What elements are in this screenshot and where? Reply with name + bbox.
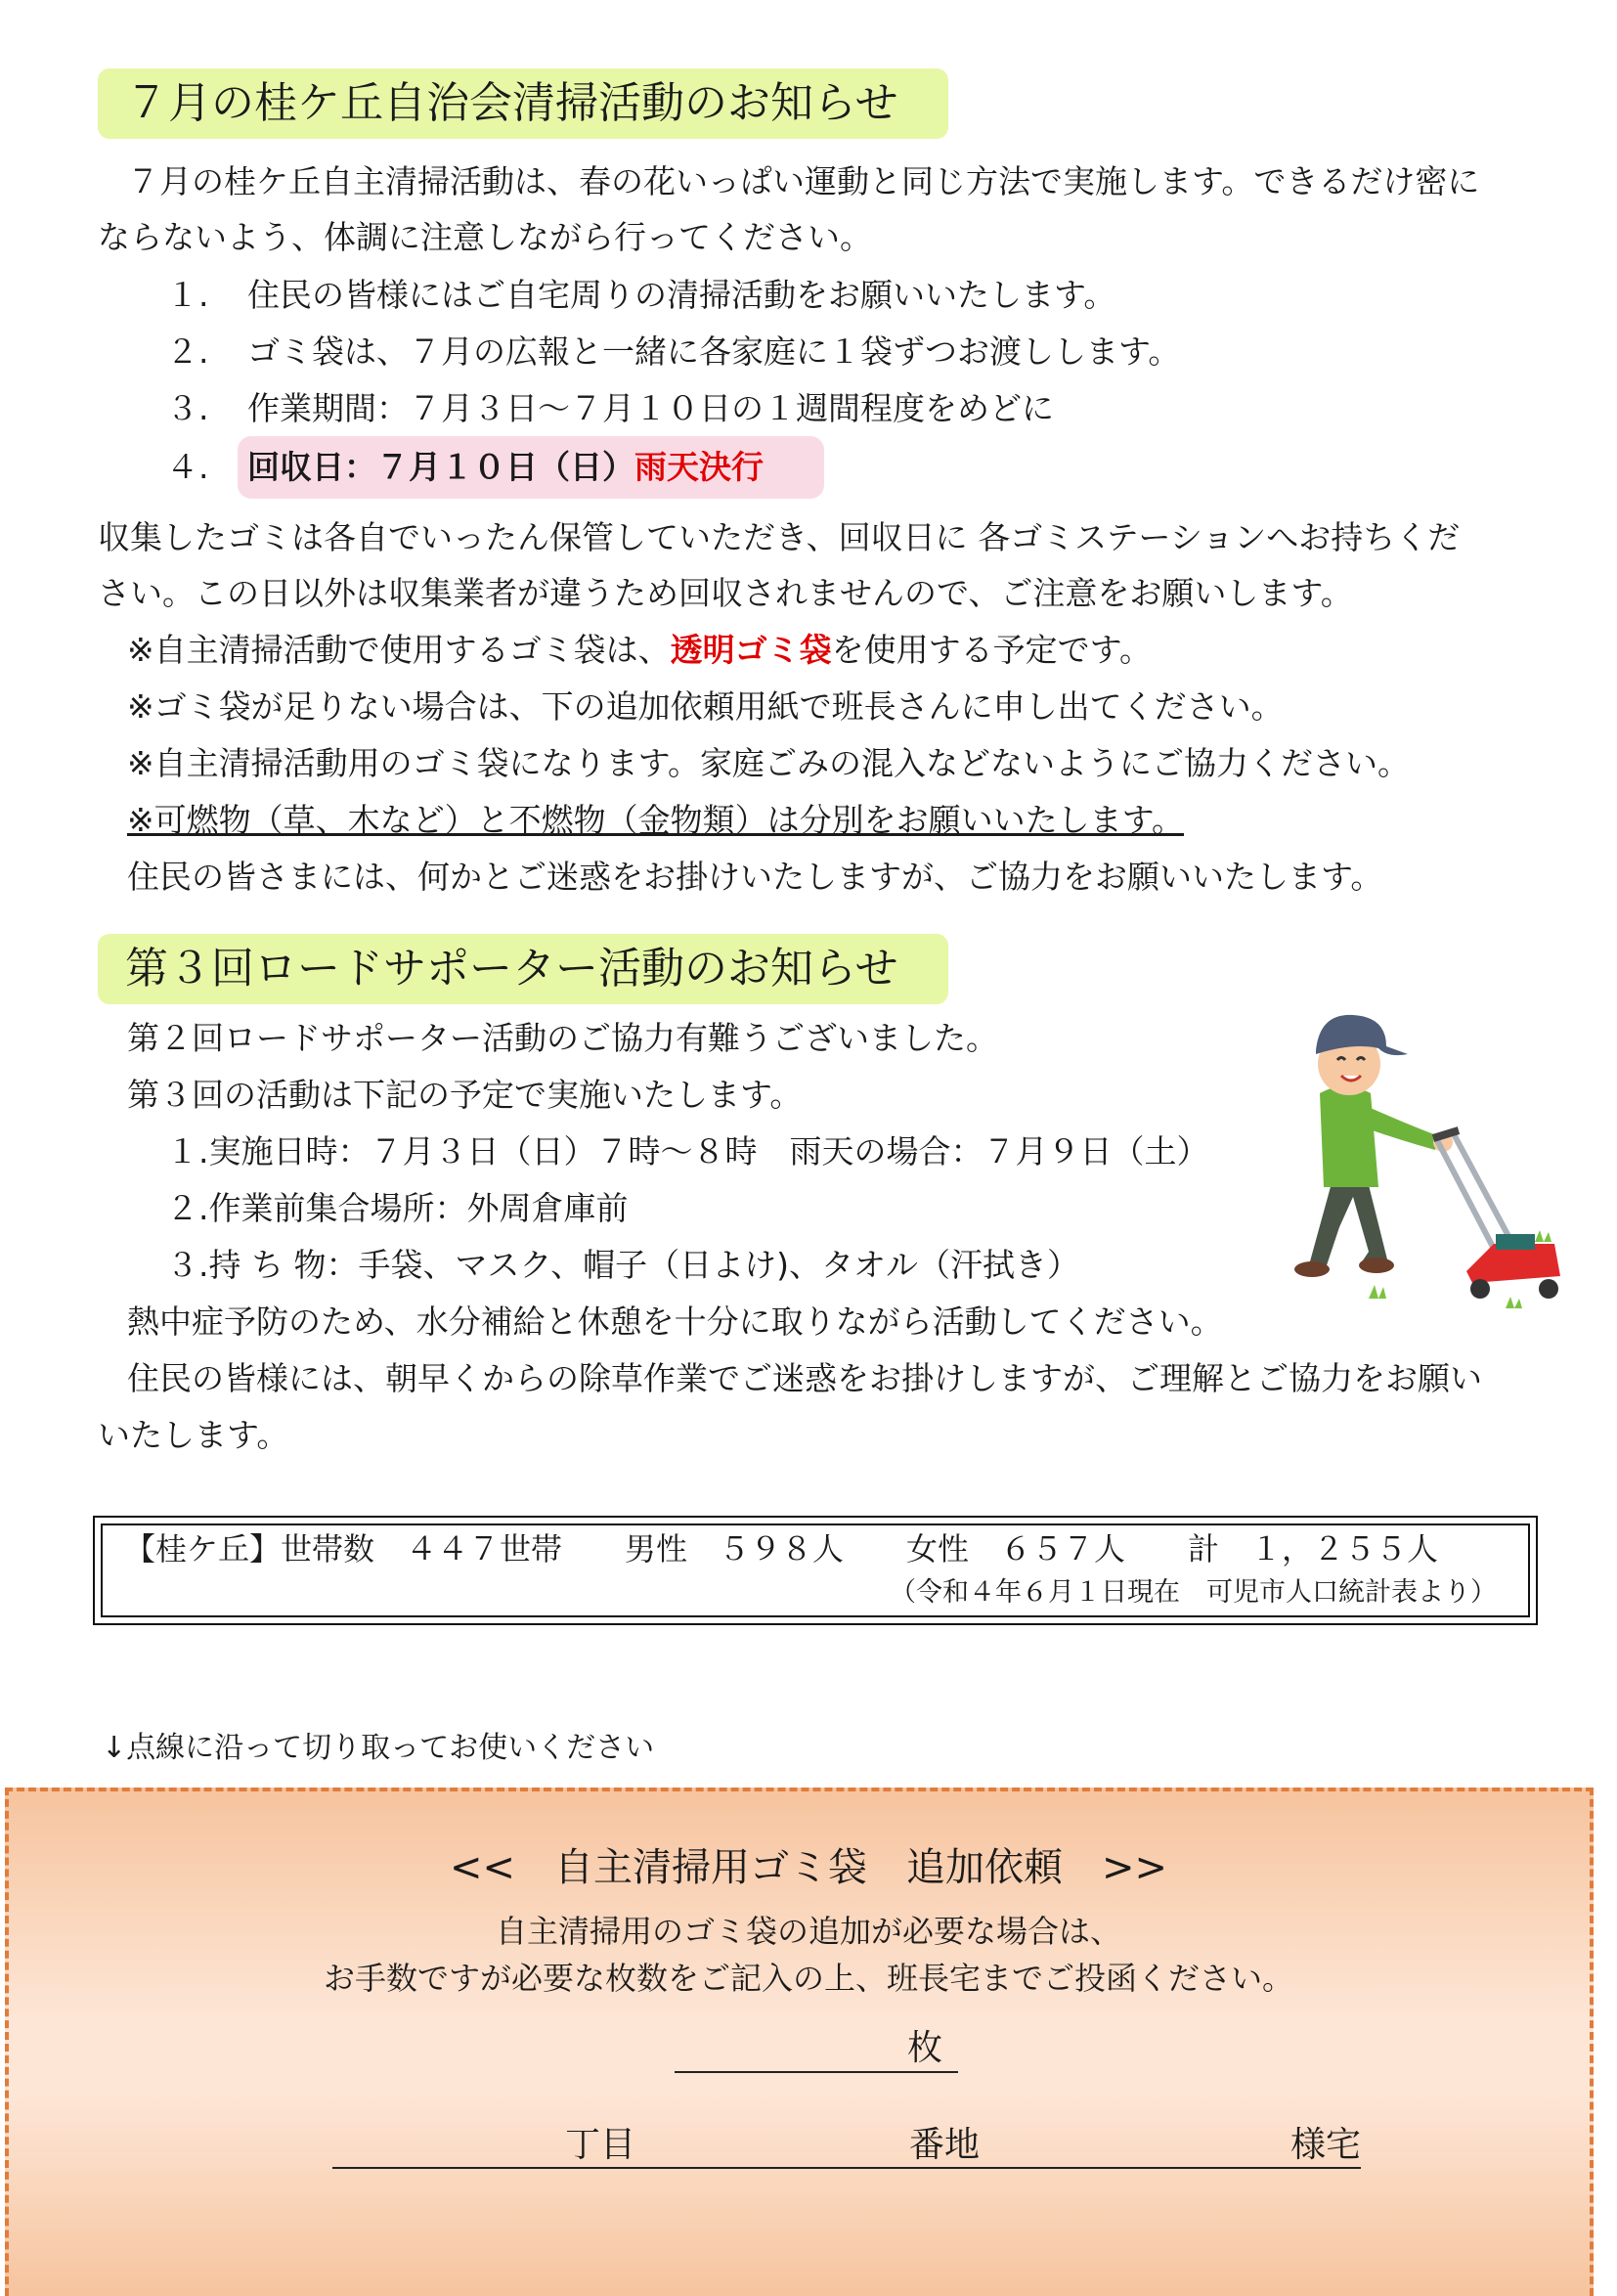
list-item-number: １. — [166, 276, 209, 314]
house-label: 様宅 — [1290, 2125, 1362, 2165]
note-bag-type — [127, 631, 1152, 670]
lawn-mower-illustration — [1271, 978, 1564, 1330]
list-item-number: ２. — [166, 332, 209, 371]
section2-line5: いたします。 — [98, 1416, 289, 1454]
section2-line2: 第３回の活動は下記の予定で実施いたします。 — [127, 1076, 803, 1114]
heatstroke-note: 熱中症予防のため、水分補給と休憩を十分に取りながら活動してください。 — [127, 1303, 1223, 1341]
items-to-bring: ３.持 ち 物：手袋、マスク、帽子（日よけ)、タオル（汗拭き） — [166, 1246, 1080, 1284]
section1-intro-line1: ７月の桂ケ丘自主清掃活動は、春の花いっぱい運動と同じ方法で実施します。できるだけ密に — [127, 162, 1480, 200]
section2-title: 第３回ロードサポーター活動のお知らせ — [98, 934, 948, 1004]
collect-line2: さい。この日以外は収集業者が違うため回収されませんので、ご注意をお願いします。 — [98, 574, 1353, 612]
request-form-desc2: お手数ですが必要な枚数をご記入の上、班長宅までご投函ください。 — [323, 1960, 1293, 1997]
note-bag-usage: ※自主清掃活動用のゴミ袋になります。家庭ごみの混入などないようにご協力ください。 — [127, 744, 1411, 782]
population-stats: 【桂ケ丘】世帯数 ４４７世帯 男性 ５９８人 女性 ６５７人 計 １，２５５人 — [124, 1530, 1439, 1567]
collection-day — [247, 448, 764, 487]
section1-title: ７月の桂ケ丘自治会清掃活動のお知らせ — [98, 68, 948, 139]
banchi-label: 番地 — [909, 2125, 981, 2165]
list-item-number: ３. — [166, 389, 209, 427]
section2-line1: 第２回ロードサポーター活動のご協力有難うございました。 — [127, 1019, 998, 1057]
sheets-label: 枚 — [907, 2028, 943, 2068]
meeting-place: ２.作業前集合場所：外周倉庫前 — [166, 1189, 629, 1227]
population-box — [93, 1516, 1538, 1625]
section1-intro-line2: ならないよう、体調に注意しながら行ってください。 — [98, 218, 872, 256]
list-item: 住民の皆様にはご自宅周りの清掃活動をお願いいたします。 — [247, 276, 1116, 314]
sheets-count-line[interactable] — [675, 2071, 958, 2073]
address-line[interactable] — [332, 2167, 1361, 2169]
request-form-desc1: 自主清掃用のゴミ袋の追加が必要な場合は、 — [495, 1913, 1121, 1950]
activity-datetime: １.実施日時：７月３日（日）７時～８時 雨天の場合：７月９日（土） — [166, 1132, 1209, 1170]
note1-post: を使用する予定です。 — [831, 631, 1153, 669]
list-item-number: ４. — [166, 448, 209, 486]
chome-label: 丁目 — [565, 2125, 636, 2165]
note1-pre: ※自主清掃活動で使用するゴミ袋は、 — [127, 631, 671, 669]
transparent-bag-label: 透明ゴミ袋 — [670, 631, 832, 669]
rain-or-shine-note: 雨天決行 — [634, 448, 764, 486]
collect-line1: 収集したゴミは各自でいったん保管していただき、回収日に 各ゴミステーションへお持ちくだ — [98, 518, 1461, 556]
section1-closing: 住民の皆さまには、何かとご迷惑をお掛けいたしますが、ご協力をお願いいたします。 — [127, 858, 1383, 896]
request-form-title: << 自主清掃用ゴミ袋 追加依頼 >> — [449, 1845, 1168, 1890]
list-item: ゴミ袋は、７月の広報と一緒に各家庭に１袋ずつお渡しします。 — [247, 332, 1181, 371]
population-source: （令和４年６月１日現在 可児市人口統計表より） — [890, 1577, 1497, 1608]
note-bag-shortage: ※ゴミ袋が足りない場合は、下の追加依頼用紙で班長さんに申し出てください。 — [127, 687, 1284, 726]
section2-line4: 住民の皆様には、朝早くからの除草作業でご迷惑をお掛けしますが、ご理解とご協力をお願い — [127, 1359, 1482, 1397]
note-separation: ※可燃物（草、木など）と不燃物（金物類）は分別をお願いいたします。 — [127, 801, 1185, 839]
cut-instruction: ↓点線に沿って切り取ってお使いください — [102, 1731, 655, 1765]
collection-day-date: 回収日：７月１０日（日） — [247, 448, 634, 486]
list-item: 作業期間：７月３日～７月１０日の１週間程度をめどに — [247, 389, 1054, 427]
